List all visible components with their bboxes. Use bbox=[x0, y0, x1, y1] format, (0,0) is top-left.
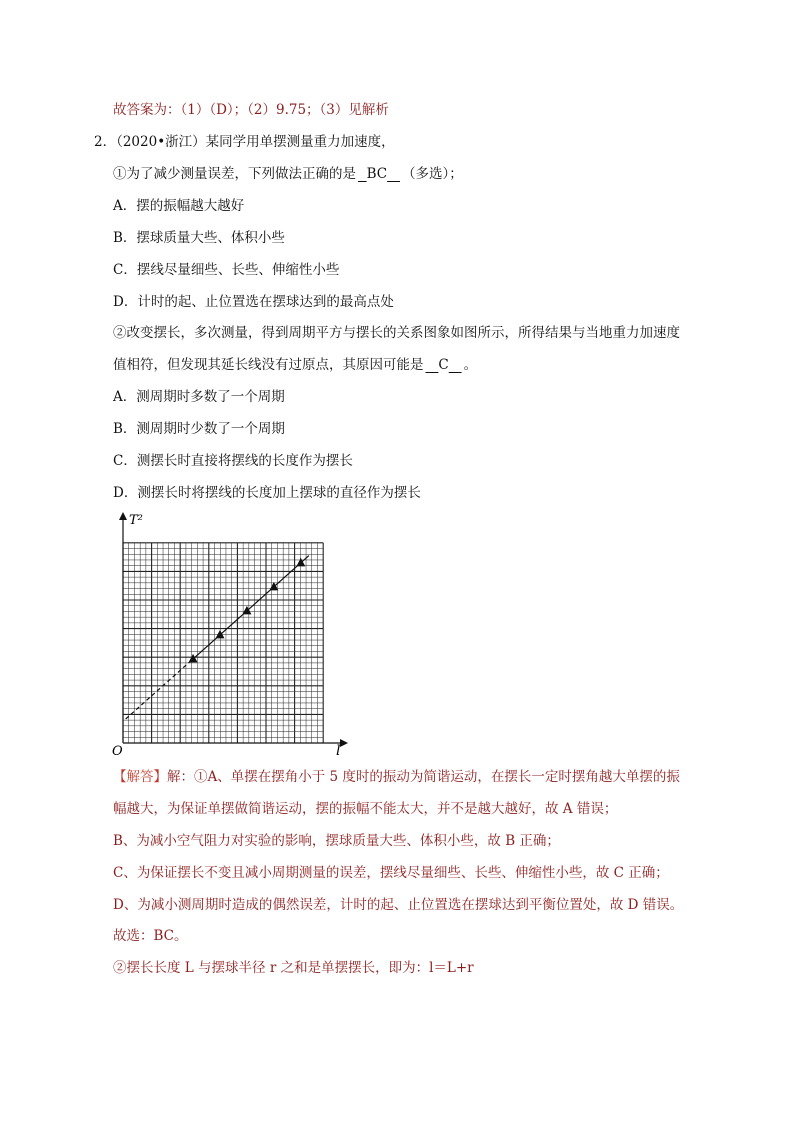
part1-option-c: C．摆线尽量细些、长些、伸缩性小些 bbox=[113, 262, 340, 278]
data-point-triangle bbox=[242, 606, 251, 615]
solution-line-1-text: 解：①A、单摆在摆角小于 5 度时的振动为简谐运动，在摆长一定时摆角越大单摆的振 bbox=[167, 769, 680, 785]
part2-option-c: C．测摆长时直接将摆线的长度作为摆长 bbox=[113, 453, 353, 469]
data-point-triangle bbox=[296, 558, 305, 567]
y-axis-label: T² bbox=[129, 513, 143, 528]
x-axis-label: l bbox=[336, 743, 341, 758]
answer-summary: 故答案为：（1）（D）；（2）9.75；（3）见解析 bbox=[113, 102, 389, 118]
solution-line-5: D、为减小测周期时造成的偶然误差，计时的起、止位置选在摆球达到平衡位置处，故 D 错误。 bbox=[113, 897, 684, 913]
part2-answer: C bbox=[438, 357, 449, 373]
part2-suffix: 。 bbox=[463, 357, 478, 373]
solution-line-1 bbox=[113, 767, 680, 787]
part2-option-d: D．测摆长时将摆线的长度加上摆球的直径作为摆长 bbox=[113, 485, 421, 501]
part1-option-d: D．计时的起、止位置选在摆球达到的最高点处 bbox=[113, 294, 394, 310]
part2-answer-blank bbox=[424, 355, 464, 375]
solution-line-3: B、为减小空气阻力对实验的影响，摆球质量大些、体积小些，故 B 正确； bbox=[113, 833, 560, 849]
solution-line-2: 幅越大，为保证单摆做简谐运动，摆的振幅不能太大，并不是越大越好，故 A 错误； bbox=[113, 801, 618, 817]
fit-line-dashed-extension bbox=[126, 659, 193, 719]
data-point-triangle bbox=[189, 654, 198, 663]
part1-answer-blank bbox=[356, 164, 402, 184]
part2-option-a: A．测周期时多数了一个周期 bbox=[113, 389, 285, 405]
part1-prefix: ①为了减少测量误差，下列做法正确的是 bbox=[113, 166, 356, 182]
solution-line-6: 故选：BC。 bbox=[113, 928, 188, 944]
solution-line-4: C、为保证摆长不变且减小周期测量的误差，摆线尽量细些、长些、伸缩性小些，故 C 正确； bbox=[113, 865, 669, 881]
data-point-triangle bbox=[269, 582, 278, 591]
part2-prefix: 值相符，但发现其延长线没有过原点，其原因可能是 bbox=[113, 357, 424, 373]
part1-question bbox=[113, 164, 463, 184]
question-stem: 2．（2020•浙江）某同学用单摆测量重力加速度， bbox=[94, 134, 395, 150]
solution-tag: 【解答】 bbox=[113, 769, 167, 785]
t2-vs-l-graph bbox=[110, 506, 360, 758]
part1-suffix: （多选）； bbox=[401, 166, 463, 182]
part1-answer: BC bbox=[366, 166, 388, 182]
origin-label: O bbox=[112, 744, 123, 758]
grid bbox=[123, 543, 323, 743]
part1-option-a: A．摆的振幅越大越好 bbox=[113, 198, 245, 214]
part2-line2 bbox=[113, 355, 477, 375]
part2-option-b: B．测周期时少数了一个周期 bbox=[113, 421, 285, 437]
part2-line1: ②改变摆长，多次测量，得到周期平方与摆长的关系图象如图所示，所得结果与当地重力加速度 bbox=[113, 325, 680, 341]
solution-line-7: ②摆长长度 L 与摆球半径 r 之和是单摆摆长，即为：l＝L+r bbox=[113, 960, 474, 976]
part1-option-b: B．摆球质量大些、体积小些 bbox=[113, 230, 285, 246]
